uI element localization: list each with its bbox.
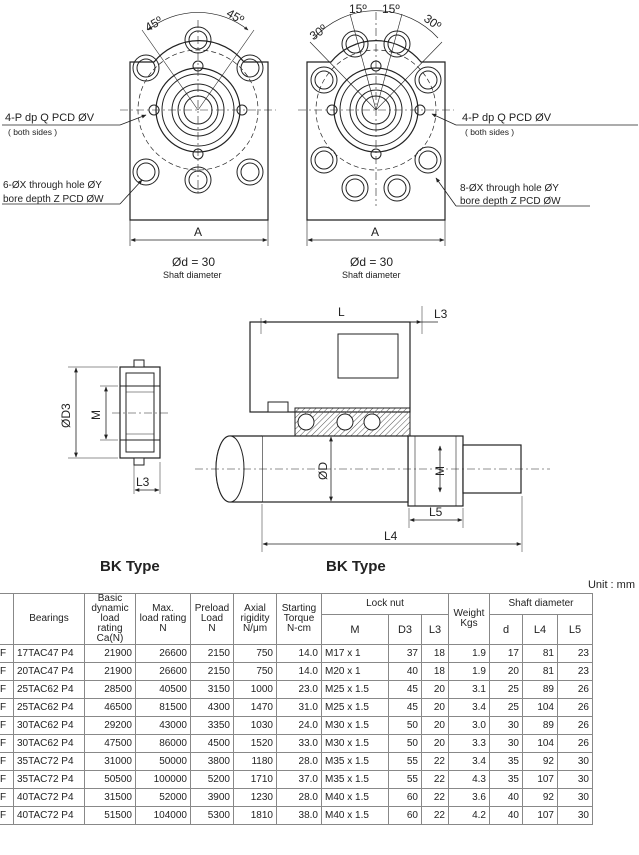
l3-cell: 20 [422, 735, 449, 753]
shaft-caption: Shaft diameter [163, 270, 222, 280]
dynamic-load-header: Basic dynamic load rating Ca(N) [85, 594, 136, 645]
angle-label: 45º [142, 13, 165, 35]
l5-cell: 30 [558, 789, 593, 807]
thread-cell: M35 x 1.5 [322, 771, 389, 789]
front-view-8-hole-labels [307, 2, 561, 280]
weight-cell: 1.9 [449, 663, 490, 681]
caption-bk-type: BK Type [326, 558, 386, 575]
preload-cell: 3350 [191, 717, 234, 735]
axial-rigidity-cell: 1470 [234, 699, 277, 717]
angle-label: 15º [349, 2, 367, 16]
both-sides-note: ( both sides ) [465, 127, 515, 137]
thread-cell: M20 x 1 [322, 663, 389, 681]
l3-cell: 22 [422, 771, 449, 789]
hole-note: 6-ØX through hole ØY [3, 180, 102, 191]
table-row [0, 681, 593, 699]
thread-cell: M17 x 1 [322, 645, 389, 663]
angle-label: 15º [382, 2, 400, 16]
torque-cell: 28.0 [277, 753, 322, 771]
weight-cell: 1.9 [449, 645, 490, 663]
torque-header: Starting Torque N-cm [277, 594, 322, 645]
l4-cell: 107 [523, 807, 558, 825]
weight-cell: 3.4 [449, 753, 490, 771]
edge-cell: F [0, 771, 14, 789]
table-row [0, 807, 593, 825]
l5-cell: 30 [558, 753, 593, 771]
front-view-6-hole-labels [3, 6, 247, 280]
weight-cell: 4.3 [449, 771, 490, 789]
table-row [0, 771, 593, 789]
lock-nut-view [68, 360, 168, 494]
max-load-header: Max. load rating N [136, 594, 191, 645]
dimension-l3: L3 [434, 307, 448, 321]
d3-header: D3 [389, 615, 422, 645]
dimension-l3: L3 [136, 475, 150, 489]
axial-rigidity-cell: 1230 [234, 789, 277, 807]
d-cell: 30 [490, 717, 523, 735]
bearings-header: Bearings [14, 594, 85, 645]
dimension-d: ØD [316, 462, 330, 480]
dimension-l5: L5 [429, 505, 443, 519]
axial-rigidity-cell: 1180 [234, 753, 277, 771]
max-load-cell: 81500 [136, 699, 191, 717]
edge-header [0, 594, 14, 645]
table-row [0, 663, 593, 681]
l5-cell: 26 [558, 717, 593, 735]
table-row [0, 717, 593, 735]
preload-cell: 3900 [191, 789, 234, 807]
l4-header: L4 [523, 615, 558, 645]
torque-cell: 14.0 [277, 645, 322, 663]
table-row [0, 735, 593, 753]
d3-cell: 45 [389, 699, 422, 717]
thread-cell: M40 x 1.5 [322, 789, 389, 807]
d-cell: 25 [490, 681, 523, 699]
l3-cell: 20 [422, 681, 449, 699]
preload-cell: 4500 [191, 735, 234, 753]
weight-cell: 3.4 [449, 699, 490, 717]
dynamic-load-cell: 51500 [85, 807, 136, 825]
torque-cell: 38.0 [277, 807, 322, 825]
l5-header: L5 [558, 615, 593, 645]
angle-label: 45º [224, 5, 247, 27]
bearing-cell: 35TAC72 P4 [14, 753, 85, 771]
d3-cell: 50 [389, 717, 422, 735]
d3-cell: 37 [389, 645, 422, 663]
shaft-diameter: Ød = 30 [350, 255, 394, 269]
l5-cell: 26 [558, 699, 593, 717]
axial-rigidity-cell: 1810 [234, 807, 277, 825]
max-load-cell: 104000 [136, 807, 191, 825]
max-load-cell: 100000 [136, 771, 191, 789]
axial-rigidity-cell: 750 [234, 645, 277, 663]
bearing-cell: 30TAC62 P4 [14, 717, 85, 735]
l3-cell: 18 [422, 645, 449, 663]
dynamic-load-cell: 21900 [85, 663, 136, 681]
hole-note: bore depth Z PCD ØW [460, 196, 561, 207]
l3-cell: 20 [422, 699, 449, 717]
l5-cell: 23 [558, 663, 593, 681]
dynamic-load-cell: 50500 [85, 771, 136, 789]
axial-rigidity-header: Axial rigidity N/μm [234, 594, 277, 645]
table-row [0, 753, 593, 771]
edge-cell: F [0, 699, 14, 717]
dynamic-load-cell: 21900 [85, 645, 136, 663]
bearing-cell: 25TAC62 P4 [14, 699, 85, 717]
thread-cell: M30 x 1.5 [322, 735, 389, 753]
dimension-m: M [89, 410, 103, 420]
bearing-cell: 30TAC62 P4 [14, 735, 85, 753]
max-load-cell: 52000 [136, 789, 191, 807]
l3-header: L3 [422, 615, 449, 645]
m-header: M [322, 615, 389, 645]
dimension-l: L [338, 305, 345, 319]
unit-label: Unit : mm [587, 579, 635, 591]
l4-cell: 104 [523, 699, 558, 717]
preload-cell: 5200 [191, 771, 234, 789]
l4-cell: 92 [523, 789, 558, 807]
caption-bk-type: BK Type [100, 558, 160, 575]
preload-cell: 5300 [191, 807, 234, 825]
bearing-cell: 20TAC47 P4 [14, 663, 85, 681]
d-cell: 30 [490, 735, 523, 753]
weight-header: Weight Kgs [449, 594, 490, 645]
edge-cell: F [0, 789, 14, 807]
torque-cell: 14.0 [277, 663, 322, 681]
hole-note: 8-ØX through hole ØY [460, 183, 559, 194]
thread-cell: M40 x 1.5 [322, 807, 389, 825]
d-cell: 40 [490, 807, 523, 825]
table-row [0, 789, 593, 807]
weight-cell: 3.0 [449, 717, 490, 735]
angle-label: 30º [421, 11, 444, 33]
both-sides-note: ( both sides ) [8, 127, 58, 137]
l3-cell: 22 [422, 789, 449, 807]
l5-cell: 26 [558, 681, 593, 699]
torque-cell: 33.0 [277, 735, 322, 753]
table-row [0, 645, 593, 663]
dimension-a: A [194, 225, 203, 239]
max-load-cell: 40500 [136, 681, 191, 699]
thread-cell: M35 x 1.5 [322, 753, 389, 771]
d-cell: 25 [490, 699, 523, 717]
dynamic-load-cell: 31500 [85, 789, 136, 807]
d3-cell: 55 [389, 753, 422, 771]
l5-cell: 30 [558, 807, 593, 825]
l3-cell: 18 [422, 663, 449, 681]
spec-table-body [0, 645, 593, 825]
torque-cell: 31.0 [277, 699, 322, 717]
edge-cell: F [0, 735, 14, 753]
axial-rigidity-cell: 750 [234, 663, 277, 681]
preload-cell: 2150 [191, 645, 234, 663]
table-row [0, 699, 593, 717]
edge-cell: F [0, 807, 14, 825]
l5-cell: 23 [558, 645, 593, 663]
axial-rigidity-cell: 1520 [234, 735, 277, 753]
bearing-cell: 25TAC62 P4 [14, 681, 85, 699]
header-row [0, 594, 593, 615]
l4-cell: 104 [523, 735, 558, 753]
d3-cell: 45 [389, 681, 422, 699]
d3-cell: 60 [389, 807, 422, 825]
weight-cell: 3.1 [449, 681, 490, 699]
max-load-cell: 43000 [136, 717, 191, 735]
dynamic-load-cell: 31000 [85, 753, 136, 771]
dynamic-load-cell: 46500 [85, 699, 136, 717]
edge-cell: F [0, 681, 14, 699]
shaft-diameter-header: Shaft diameter [490, 594, 593, 615]
l4-cell: 89 [523, 681, 558, 699]
max-load-cell: 86000 [136, 735, 191, 753]
dimension-d3: ØD3 [59, 403, 73, 428]
preload-header: Preload Load N [191, 594, 234, 645]
dynamic-load-cell: 28500 [85, 681, 136, 699]
preload-cell: 4300 [191, 699, 234, 717]
torque-cell: 23.0 [277, 681, 322, 699]
bearing-cell: 40TAC72 P4 [14, 789, 85, 807]
thread-cell: M25 x 1.5 [322, 699, 389, 717]
l5-cell: 26 [558, 735, 593, 753]
l4-cell: 89 [523, 717, 558, 735]
d3-cell: 55 [389, 771, 422, 789]
l4-cell: 92 [523, 753, 558, 771]
dynamic-load-cell: 47500 [85, 735, 136, 753]
l3-cell: 22 [422, 753, 449, 771]
l4-cell: 81 [523, 663, 558, 681]
edge-cell: F [0, 717, 14, 735]
assembly-section-view [195, 306, 550, 552]
edge-cell: F [0, 663, 14, 681]
bearing-cell: 17TAC47 P4 [14, 645, 85, 663]
d-header: d [490, 615, 523, 645]
shaft-caption: Shaft diameter [342, 270, 401, 280]
d-cell: 20 [490, 663, 523, 681]
pcd-note: 4-P dp Q PCD ØV [5, 112, 95, 124]
pcd-note: 4-P dp Q PCD ØV [462, 112, 552, 124]
preload-cell: 2150 [191, 663, 234, 681]
axial-rigidity-cell: 1030 [234, 717, 277, 735]
l5-cell: 30 [558, 771, 593, 789]
dimension-a: A [371, 225, 380, 239]
spec-table [0, 593, 593, 825]
max-load-cell: 50000 [136, 753, 191, 771]
edge-cell: F [0, 753, 14, 771]
hole-note: bore depth Z PCD ØW [3, 194, 104, 205]
weight-cell: 4.2 [449, 807, 490, 825]
d-cell: 40 [490, 789, 523, 807]
lock-nut-header: Lock nut [322, 594, 449, 615]
dimension-l4: L4 [384, 529, 398, 543]
bearing-cell: 35TAC72 P4 [14, 771, 85, 789]
shaft-diameter: Ød = 30 [172, 255, 216, 269]
d3-cell: 60 [389, 789, 422, 807]
preload-cell: 3800 [191, 753, 234, 771]
l4-cell: 107 [523, 771, 558, 789]
max-load-cell: 26600 [136, 663, 191, 681]
d3-cell: 40 [389, 663, 422, 681]
dimension-m: M [433, 466, 447, 476]
torque-cell: 24.0 [277, 717, 322, 735]
angle-label: 30º [306, 21, 330, 44]
preload-cell: 3150 [191, 681, 234, 699]
d3-cell: 50 [389, 735, 422, 753]
thread-cell: M25 x 1.5 [322, 681, 389, 699]
l4-cell: 81 [523, 645, 558, 663]
torque-cell: 37.0 [277, 771, 322, 789]
axial-rigidity-cell: 1710 [234, 771, 277, 789]
edge-cell: F [0, 645, 14, 663]
weight-cell: 3.3 [449, 735, 490, 753]
d-cell: 35 [490, 753, 523, 771]
max-load-cell: 26600 [136, 645, 191, 663]
weight-cell: 3.6 [449, 789, 490, 807]
l3-cell: 20 [422, 717, 449, 735]
d-cell: 35 [490, 771, 523, 789]
dynamic-load-cell: 29200 [85, 717, 136, 735]
axial-rigidity-cell: 1000 [234, 681, 277, 699]
bearing-cell: 40TAC72 P4 [14, 807, 85, 825]
d-cell: 17 [490, 645, 523, 663]
thread-cell: M30 x 1.5 [322, 717, 389, 735]
l3-cell: 22 [422, 807, 449, 825]
torque-cell: 28.0 [277, 789, 322, 807]
